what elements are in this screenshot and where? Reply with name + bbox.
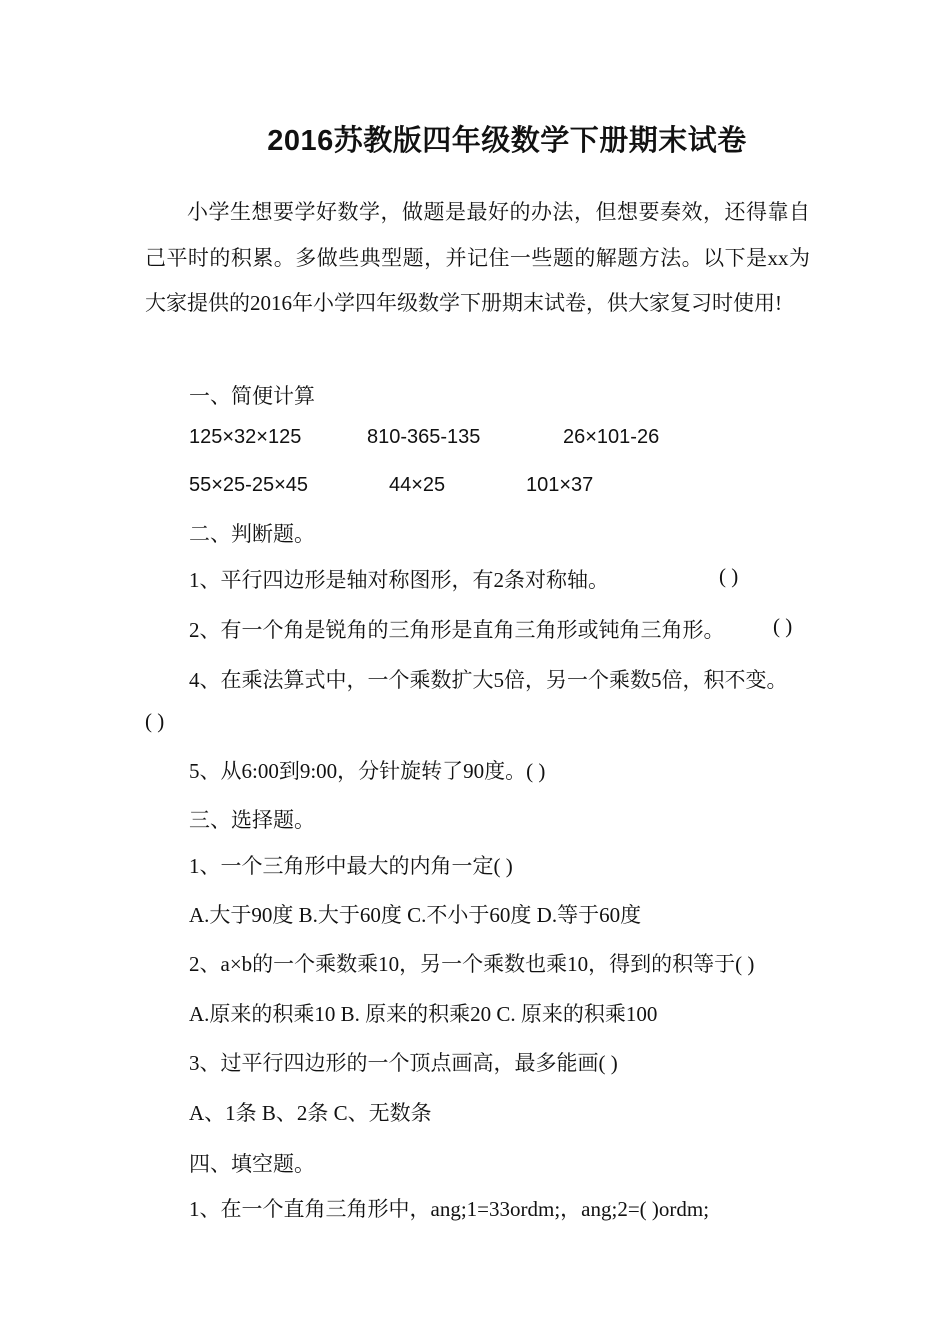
judge-question-4: 4、在乘法算式中，一个乘数扩大5倍，另一个乘数5倍，积不变。 (189, 668, 788, 692)
document-title: 2016苏教版四年级数学下册期末试卷 (267, 125, 747, 157)
choice-options-3: A、1条 B、2条 C、无数条 (189, 1101, 432, 1125)
calc-item-4: 55×25-25×45 (189, 474, 309, 496)
section3-heading: 三、选择题。 (189, 808, 315, 832)
judge-question-1: 1、平行四边形是轴对称图形，有2条对称轴。 (189, 568, 609, 592)
choice-options-1: A.大于90度 B.大于60度 C.不小于60度 D.等于60度 (189, 903, 642, 927)
section1-heading: 一、简便计算 (189, 384, 315, 408)
calc-item-5: 44×25 (389, 474, 446, 496)
choice-question-2: 2、a×b的一个乘数乘10，另一个乘数也乘10，得到的积等于( ) (189, 952, 755, 976)
fill-question-1: 1、在一个直角三角形中，ang;1=33ordm;，ang;2=( )ordm; (189, 1197, 710, 1221)
calc-item-6: 101×37 (526, 474, 594, 496)
answer-blank: ( ) (773, 614, 793, 638)
choice-question-3: 3、过平行四边形的一个顶点画高，最多能画( ) (189, 1051, 618, 1075)
section2-heading: 二、判断题。 (189, 522, 315, 546)
judge-question-5: 5、从6:00到9:00，分针旋转了90度。( ) (189, 759, 546, 783)
calc-item-2: 810-365-135 (367, 426, 481, 448)
intro-paragraph: 小学生想要学好数学，做题是最好的办法，但想要奏效，还得靠自己平时的积累。多做些典型题，并记住一些题的解题方法。以下是xx为大家提供的2016年小学四年级数学下册期末试卷，供大家复习时使用! (145, 200, 810, 315)
answer-blank: ( ) (145, 709, 165, 733)
calc-item-3: 26×101-26 (563, 426, 660, 448)
answer-blank: ( ) (719, 564, 739, 588)
choice-options-2: A.原来的积乘10 B. 原来的积乘20 C. 原来的积乘100 (189, 1002, 658, 1026)
choice-question-1: 1、一个三角形中最大的内角一定( ) (189, 854, 513, 878)
section4-heading: 四、填空题。 (189, 1152, 315, 1176)
judge-question-2: 2、有一个角是锐角的三角形是直角三角形或钝角三角形。 (189, 618, 725, 642)
calc-item-1: 125×32×125 (189, 426, 302, 448)
